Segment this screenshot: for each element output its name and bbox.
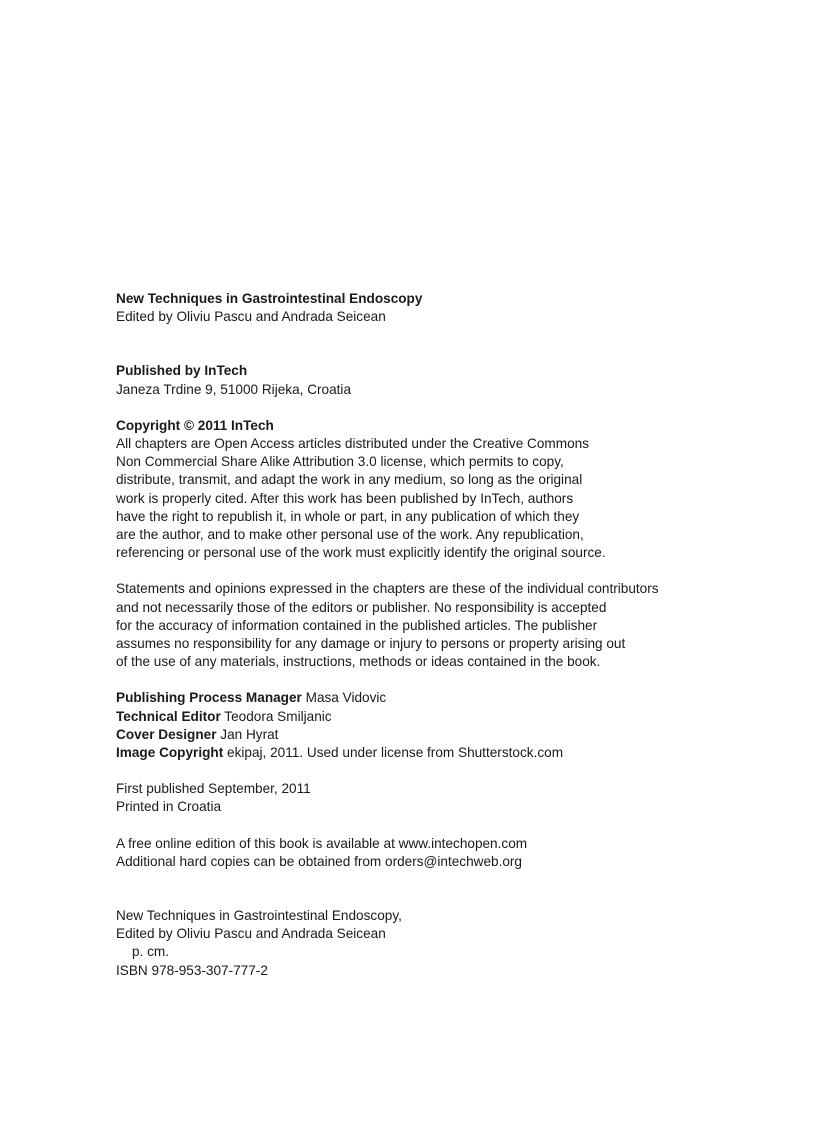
license-line: All chapters are Open Access articles distributed under the Creative Commons [116, 436, 589, 452]
credit-name: Jan Hyrat [220, 726, 279, 742]
hard-copies: Additional hard copies can be obtained from orders@intechweb.org [116, 853, 522, 869]
copyright-page [116, 290, 756, 980]
credit-role: Publishing Process Manager [116, 690, 302, 706]
license-line: Non Commercial Share Alike Attribution 3.0 license, which permits to copy, [116, 454, 564, 470]
credit-image-copyright [116, 744, 756, 762]
credit-process-manager [116, 689, 756, 707]
credit-name: Teodora Smiljanic [224, 708, 332, 724]
disclaimer-section [116, 580, 756, 671]
credit-technical-editor [116, 708, 756, 726]
license-line: referencing or personal use of the work must explicitly identify the original source. [116, 545, 606, 561]
disclaimer-line: and not necessarily those of the editors or publisher. No responsibility is accepted [116, 599, 607, 615]
license-line: distribute, transmit, and adapt the work in any medium, so long as the original [116, 472, 583, 488]
disclaimer-line: assumes no responsibility for any damage or injury to persons or property arising out [116, 636, 626, 652]
disclaimer-line: for the accuracy of information contained in the published articles. The publisher [116, 617, 598, 633]
credit-cover-designer [116, 726, 756, 744]
copyright-heading: Copyright © 2011 InTech [116, 417, 274, 433]
first-published: First published September, 2011 [116, 781, 311, 797]
credit-role: Cover Designer [116, 726, 217, 742]
license-line: work is properly cited. After this work has been published by InTech, authors [116, 490, 574, 506]
license-line: are the author, and to make other personal use of the work. Any republication, [116, 527, 584, 543]
availability-info [116, 835, 756, 871]
catalog-record [116, 907, 756, 980]
online-edition: A free online edition of this book is available at www.intechopen.com [116, 835, 528, 851]
publication-info [116, 780, 756, 816]
publisher-heading: Published by InTech [116, 363, 248, 379]
catalog-isbn: ISBN 978-953-307-777-2 [116, 962, 268, 978]
credits-section [116, 689, 756, 762]
publisher-address: Janeza Trdine 9, 51000 Rijeka, Croatia [116, 381, 352, 397]
catalog-pages: p. cm. [132, 944, 170, 960]
credit-name: ekipaj, 2011. Used under license from Shutterstock.com [227, 745, 564, 761]
book-editors: Edited by Oliviu Pascu and Andrada Seicean [116, 309, 386, 325]
publisher-info [116, 362, 756, 398]
copyright-section [116, 417, 756, 563]
credit-name: Masa Vidovic [305, 690, 387, 706]
disclaimer-line: Statements and opinions expressed in the chapters are these of the individual contributors [116, 581, 659, 597]
catalog-title: New Techniques in Gastrointestinal Endoscopy, [116, 908, 402, 924]
catalog-editors: Edited by Oliviu Pascu and Andrada Seicean [116, 926, 386, 942]
printed-in: Printed in Croatia [116, 799, 222, 815]
credit-role: Image Copyright [116, 745, 224, 761]
book-title: New Techniques in Gastrointestinal Endoscopy [116, 291, 423, 306]
book-info [116, 290, 756, 326]
license-line: have the right to republish it, in whole or part, in any publication of which they [116, 508, 580, 524]
disclaimer-line: of the use of any materials, instructions, methods or ideas contained in the book. [116, 654, 601, 670]
credit-role: Technical Editor [116, 708, 221, 724]
